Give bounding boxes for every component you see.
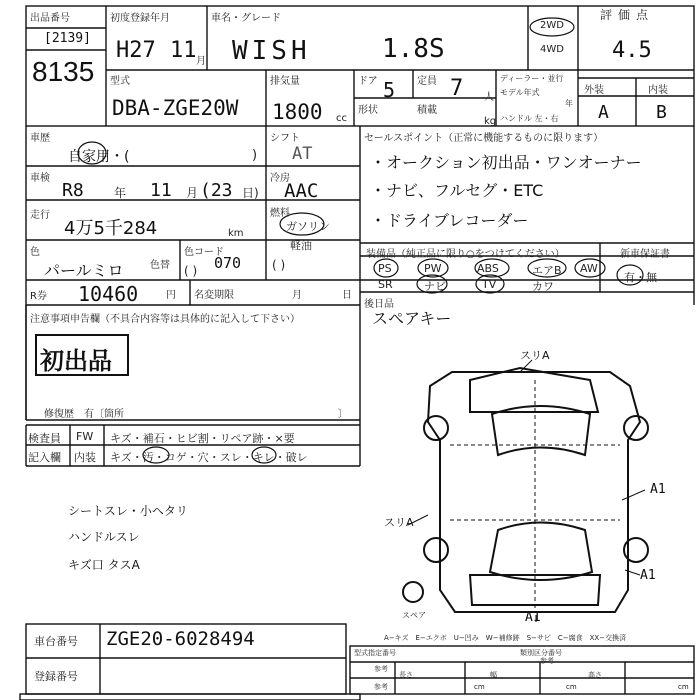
mark-left: スリA <box>384 516 414 529</box>
mark-front: スリA <box>520 349 550 362</box>
first-listing-stamp: 初出品 <box>40 347 112 375</box>
width-label: 幅 <box>490 671 497 679</box>
listing-ref: [2139] <box>44 31 91 46</box>
recycle-value: 10460 <box>78 282 139 306</box>
history-value: 自家用・( <box>68 149 130 165</box>
mileage-unit: km <box>228 228 244 239</box>
inspection-label: 車検 <box>30 173 50 184</box>
height-unit: cm <box>678 683 689 691</box>
drive-2wd: 2WD <box>540 20 564 31</box>
history-label: 車歴 <box>30 133 50 144</box>
dealer-label: ディーラー・並行 <box>500 74 564 83</box>
sales-points-label: セールスポイント（正常に機能するものに限ります） <box>364 133 604 144</box>
mileage-label: 走行 <box>30 210 50 221</box>
inspection-year-unit: 年 <box>114 186 127 200</box>
inspection-month-unit: 月 <box>186 186 199 200</box>
repair-label: 修復歴 有〔箇所 <box>44 409 124 420</box>
year-unit: 年 <box>565 99 573 108</box>
car-name: WISH <box>232 36 311 66</box>
height-label: 高さ <box>588 671 602 679</box>
equipment-ps: PS <box>378 262 392 275</box>
equipment-tv: TV <box>482 278 497 291</box>
shift-label: シフト <box>270 133 300 144</box>
length-label: 長さ <box>399 671 413 679</box>
exterior-grade: A <box>598 102 609 123</box>
title-month-unit: 月 <box>292 290 302 301</box>
shift-value: AT <box>292 144 313 164</box>
interior-short-label: 内装 <box>74 451 96 464</box>
equipment-sr: SR <box>378 278 393 291</box>
note-3: キズ口 タスA <box>68 558 140 572</box>
sales-point-2: ・ナビ、フルセグ・ETC <box>370 181 544 200</box>
sales-point-1: ・オークション初出品・ワンオーナー <box>370 153 642 172</box>
title-day-unit: 日 <box>342 290 352 301</box>
car-body-diagram <box>403 368 648 612</box>
equipment-aw: AW <box>580 262 598 275</box>
fuel-label: 燃料 <box>270 208 290 219</box>
cooler-label: 冷房 <box>270 173 290 184</box>
length-unit: cm <box>474 683 485 691</box>
color-code-label: 色コード <box>184 247 224 258</box>
chassis-value: ZGE20-6028494 <box>106 628 255 650</box>
fw-items: キズ・補石・ヒビ割・リペア跡・×要 <box>110 432 295 445</box>
car-grade: 1.8S <box>382 34 445 64</box>
history-close: ) <box>252 148 258 163</box>
doors-value: 5 <box>383 78 396 102</box>
sales-point-3: ・ドライブレコーダー <box>370 211 529 230</box>
inspection-month: 11 <box>150 180 172 201</box>
fuel-value: ガソリン <box>286 220 330 233</box>
title-deadline-label: 名変期限 <box>194 290 234 301</box>
fw-label: FW <box>76 430 94 443</box>
recycle-unit: 円 <box>166 290 176 301</box>
reference-label-1: 参考 <box>374 665 388 673</box>
fuel-alt: 軽油 <box>290 239 312 252</box>
damage-legend: A−キズ E−エクボ U−凹み W−補修跡 S−サビ C−腐食 XX−交換済 <box>384 634 627 642</box>
score-label: 評価点 <box>600 8 655 22</box>
color-paren: ( ) <box>184 264 198 278</box>
doors-label: ドア <box>358 76 378 87</box>
inspection-year: R8 <box>62 180 84 201</box>
reference-label-3: 参考 <box>374 683 388 691</box>
repair-close: 〕 <box>338 409 348 420</box>
equipment-navi: ナビ <box>424 280 446 293</box>
model-value: DBA-ZGE20W <box>112 96 239 120</box>
recycle-label: R券 <box>30 291 47 302</box>
interior-label: 内装 <box>648 85 668 96</box>
color-value: パールミロ <box>44 261 124 280</box>
mark-right-front: A1 <box>640 568 656 583</box>
note-1: シートスレ・小ヘタリ <box>68 504 188 518</box>
capacity-unit: 人 <box>484 92 494 103</box>
handle-label: ハンドル 左・右 <box>500 114 559 123</box>
equipment-leather: カワ <box>532 280 554 293</box>
warranty-label: 新車保証書 <box>620 249 670 260</box>
capacity-label: 定員 <box>417 76 437 87</box>
first-reg-month: 11 <box>170 38 197 63</box>
equipment-label: 装備品（純正品に限り○をつけてください） <box>366 249 565 260</box>
equipment-abs: ABS <box>477 262 499 275</box>
reg-number-label: 登録番号 <box>34 670 78 683</box>
accessories-value: スペアキー <box>372 309 452 328</box>
displacement-label: 排気量 <box>270 76 300 87</box>
category-label: 類別区分番号 <box>520 649 562 657</box>
inspector-label: 検査員 <box>28 432 61 445</box>
mark-spare: スペア <box>402 611 426 620</box>
equipment-airbag: エアB <box>532 264 562 277</box>
cooler-value: AAC <box>284 180 319 202</box>
mark-right-rear: A1 <box>650 482 666 497</box>
listing-number-label: 出品番号 <box>30 13 70 24</box>
chassis-label: 車台番号 <box>34 635 78 648</box>
listing-number: 8135 <box>32 56 95 87</box>
drive-4wd: 4WD <box>540 44 564 55</box>
mileage-value: 4万5千284 <box>64 218 158 239</box>
displacement-value: 1800 <box>272 100 323 124</box>
first-reg-label: 初度登録年月 <box>110 13 170 24</box>
load-label: 積載 <box>417 105 437 116</box>
note-2: ハンドルスレ <box>68 530 140 544</box>
first-reg-month-unit: 月 <box>196 56 206 67</box>
mark-rear: A1 <box>525 610 541 625</box>
warranty-value: 有・無 <box>624 271 657 284</box>
displacement-unit: cc <box>336 113 347 124</box>
notes-label: 注意事項申告欄（不具合内容等は具体的に記入して下さい） <box>30 314 300 325</box>
type-designation-label: 型式指定番号 <box>354 649 396 657</box>
name-label: 車名・グレード <box>211 13 281 24</box>
color-code-value: 070 <box>214 254 242 272</box>
exterior-label: 外装 <box>584 85 604 96</box>
inspection-day-unit: 日) <box>242 186 259 200</box>
inspection-day: (23 <box>200 180 233 201</box>
reference-label-2: 参考 <box>540 657 554 665</box>
first-reg-year: H27 <box>116 38 156 63</box>
score-value: 4.5 <box>612 38 652 63</box>
interior-grade: B <box>656 102 667 123</box>
capacity-value: 7 <box>450 76 464 101</box>
model-label: 型式 <box>110 76 130 87</box>
equipment-pw: PW <box>424 262 442 275</box>
shape-label: 形状 <box>358 105 378 116</box>
model-year-label: モデル年式 <box>500 88 540 97</box>
fuel-paren: ( ) <box>272 258 286 272</box>
interior-items: キズ・汚・コゲ・穴・スレ・キレ・破レ <box>110 451 308 464</box>
accessories-label: 後日品 <box>364 299 394 310</box>
color-change-label: 色替 <box>150 260 170 271</box>
load-unit: kg <box>484 116 497 127</box>
width-unit: cm <box>566 683 577 691</box>
color-label: 色 <box>30 247 40 258</box>
entry-label: 記入欄 <box>28 451 61 464</box>
